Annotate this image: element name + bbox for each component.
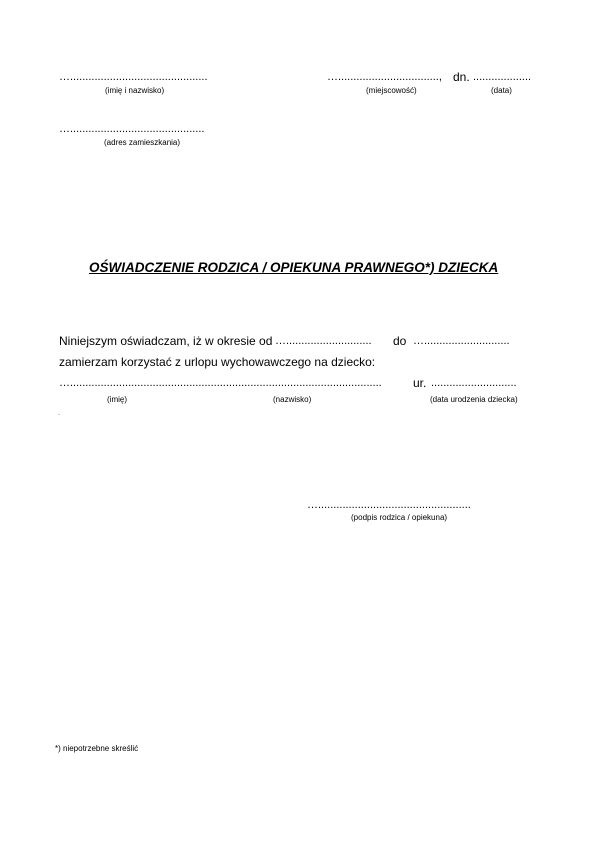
birth-date-dotted-line[interactable]: ............................: [431, 377, 517, 389]
document-title: OŚWIADCZENIE RODZICA / OPIEKUNA PRAWNEGO*) DZIECKA: [89, 260, 499, 275]
caption-first-name: (imię): [107, 395, 127, 404]
to-date-dotted-line[interactable]: …............................: [413, 335, 510, 347]
name-dotted-line[interactable]: ….............................................: [59, 71, 208, 83]
statement-line1-text: Niniejszym oświadczam, iż w okresie od: [59, 334, 273, 348]
statement-line2-text: zamierzam korzystać z urlopu wychowawczego na dziecko:: [59, 355, 376, 369]
address-dotted-line[interactable]: …............................................: [59, 123, 205, 135]
date-prefix: dn.: [453, 70, 470, 84]
signature-caption: (podpis rodzica / opiekuna): [351, 513, 448, 522]
caption-birth-date: (data urodzenia dziecka): [430, 395, 518, 404]
caption-last-name: (nazwisko): [273, 395, 312, 404]
place-dotted-line[interactable]: ….................................,: [327, 71, 442, 83]
child-name-dotted-line[interactable]: …......................................................................................................: [59, 377, 382, 389]
to-word: do: [393, 334, 407, 348]
footnote: *) niepotrzebne skreślić: [55, 744, 139, 753]
date-dotted-line[interactable]: ...................: [473, 71, 532, 83]
date-caption: (data): [491, 86, 512, 95]
stray-mark: .: [58, 408, 61, 417]
place-caption: (miejscowość): [366, 86, 417, 95]
name-caption: (imię i nazwisko): [105, 86, 165, 95]
born-prefix: ur.: [413, 376, 427, 390]
address-caption: (adres zamieszkania): [104, 138, 181, 147]
from-date-dotted-line[interactable]: …............................: [275, 335, 372, 347]
signature-dotted-line[interactable]: …..................................................: [307, 499, 471, 511]
